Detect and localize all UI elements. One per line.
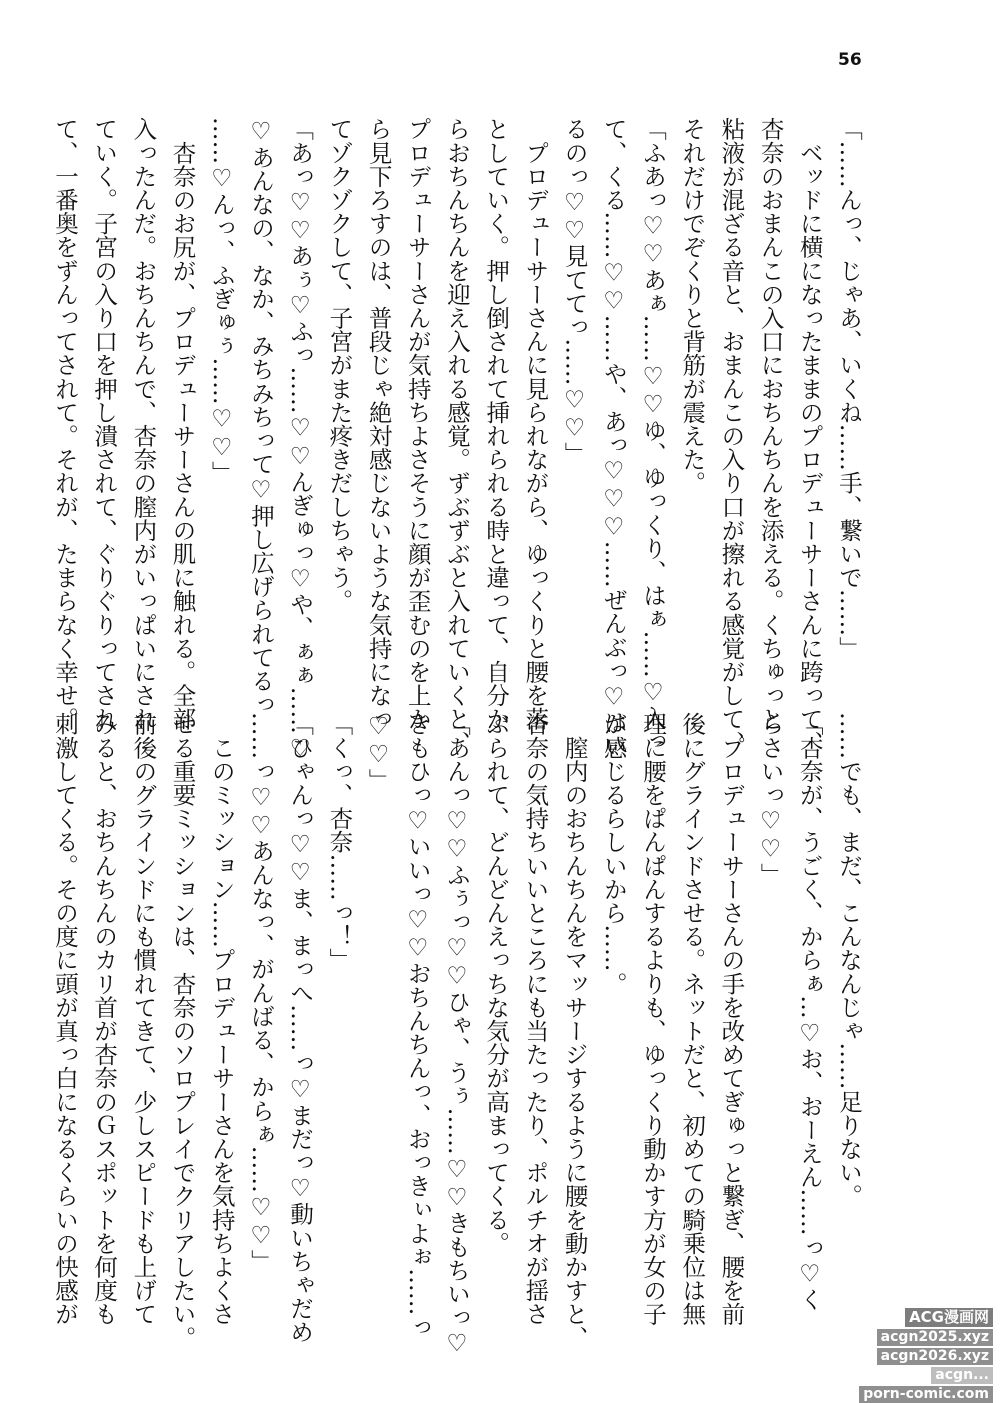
watermark-line: porn-comic.com [859, 1386, 993, 1403]
text-column: きもひっ♡いいっ♡♡おちんちんっ、おっきぃよぉ……っ [403, 712, 432, 1340]
page-number: 56 [838, 50, 862, 70]
text-column: 入ったんだ。おちんちんで、杏奈の膣内がいっぱいにされ [129, 117, 158, 731]
text-column: プロデューサーさんに見られながら、ゆっくりと腰を落 [521, 117, 550, 731]
text-column: みると、おちんちんのカリ首が杏奈のＧスポットを何度も [90, 712, 119, 1326]
text-column: 「くっ、杏奈……っ！」 [325, 712, 354, 972]
text-column: 刺激してくる。その度に頭が真っ白になるくらいの快感が [50, 712, 79, 1326]
watermark-line: ACG漫画网 [905, 1308, 993, 1327]
text-column: ……でも、まだ、こんなんじゃ……足りない。 [835, 712, 863, 1208]
text-column: て、くる……♡♡……や、あっ♡♡♡……ぜんぶっ♡はい [599, 117, 628, 758]
text-column: 「ふあっ♡♡あぁ……♡♡ゆ、ゆっくり、はぁ……♡入っ [638, 117, 667, 754]
text-column: らおちんちんを迎え入れる感覚。ずぶずぶと入れていくと、 [442, 117, 471, 755]
text-column: 「杏奈が、うごく、からぁ…♡お、おーえん……っ♡く [795, 712, 824, 1311]
text-column: このミッション……プロデューサーさんを気持ちよくさ [207, 712, 236, 1326]
text-column: プロデューサーさんの手を改めてぎゅっと繋ぎ、腰を前 [717, 712, 746, 1326]
text-column: としていく。押し倒されて挿れられる時と違って、自分か [482, 117, 511, 731]
text-column: ……っ♡♡あんなっ、がんばる、からぁ……♡♡」 [246, 712, 275, 1273]
text-block-top [50, 117, 868, 763]
text-column: ていく。子宮の入り口を押し潰されて、ぐりぐりってされ [90, 117, 119, 731]
watermark-line: acgn... [931, 1367, 993, 1384]
text-column: てゾクゾクして、子宮がまた疼きだしちゃう。 [325, 117, 354, 613]
text-column: ……♡んっ、ふぎゅぅ……♡♡」 [207, 117, 236, 485]
text-column: ♡♡」 [364, 712, 393, 792]
text-column: 膣内のおちんちんをマッサージするように腰を動かすと、 [560, 712, 589, 1350]
text-column: プロデューサーさんが気持ちよさそうに顔が歪むのを上か [403, 117, 432, 731]
text-column: て、一番奥をずんってされて。それが、たまらなく幸せ。 [50, 117, 79, 731]
text-column: 「あっ♡♡あぅ♡ふっ……♡♡んぎゅっ♡や、ぁぁ……♡ [286, 117, 315, 763]
text-column: 前後のグラインドにも慣れてきて、少しスピードも上げて [129, 712, 158, 1326]
watermark-line: acgn2025.xyz [877, 1329, 993, 1346]
text-column: ベッドに横になったままのプロデューサーさんに跨って、 [795, 117, 824, 755]
text-column: 杏奈のおまんこの入口におちんちんを添える。くちゅっと [756, 117, 785, 731]
text-block-bottom [50, 712, 868, 1358]
watermark [855, 1308, 993, 1402]
text-column: 「……んっ、じゃあ、いくね……手、繋いで……」 [835, 117, 863, 660]
text-column: 理に腰をぱんぱんするよりも、ゆっくり動かす方が女の子 [638, 712, 667, 1326]
text-column: それだけでぞくりと背筋が震えた。 [678, 117, 707, 495]
text-column: 杏奈の気持ちいいところにも当たったり、ポルチオが揺さ [521, 712, 550, 1326]
text-column: 「ひゃんっ♡♡ま、まっへ……っ♡まだっ♡動いちゃだめ [286, 712, 315, 1344]
text-column: せる重要ミッションは、杏奈のソロプレイでクリアしたい。 [168, 712, 197, 1350]
text-column: 後にグラインドさせる。ネットだと、初めての騎乗位は無 [678, 712, 707, 1326]
text-column: らさいっ♡♡」 [756, 712, 785, 887]
text-column: 「あんっ♡♡ふぅっ♡♡ひゃ、うぅ……♡♡きもちいっ♡ [442, 712, 471, 1358]
text-column: が感じるらしいから……。 [599, 712, 628, 996]
text-column: ら見下ろすのは、普段じゃ絶対感じないような気持になっ [364, 117, 393, 731]
text-column: ぶられて、どんどんえっちな気分が高まってくる。 [482, 712, 511, 1255]
text-column: 粘液が混ざる音と、おまんこの入り口が擦れる感覚がして、 [717, 117, 746, 755]
text-column: ♡あんなの、なか、みちみちって♡押し広げられてるっ [246, 117, 275, 716]
text-column: るのっ♡♡見ててっ……♡♡」 [560, 117, 589, 466]
watermark-line: acgn2026.xyz [877, 1348, 993, 1365]
text-column: 杏奈のお尻が、プロデューサーさんの肌に触れる。全部 [168, 117, 197, 731]
